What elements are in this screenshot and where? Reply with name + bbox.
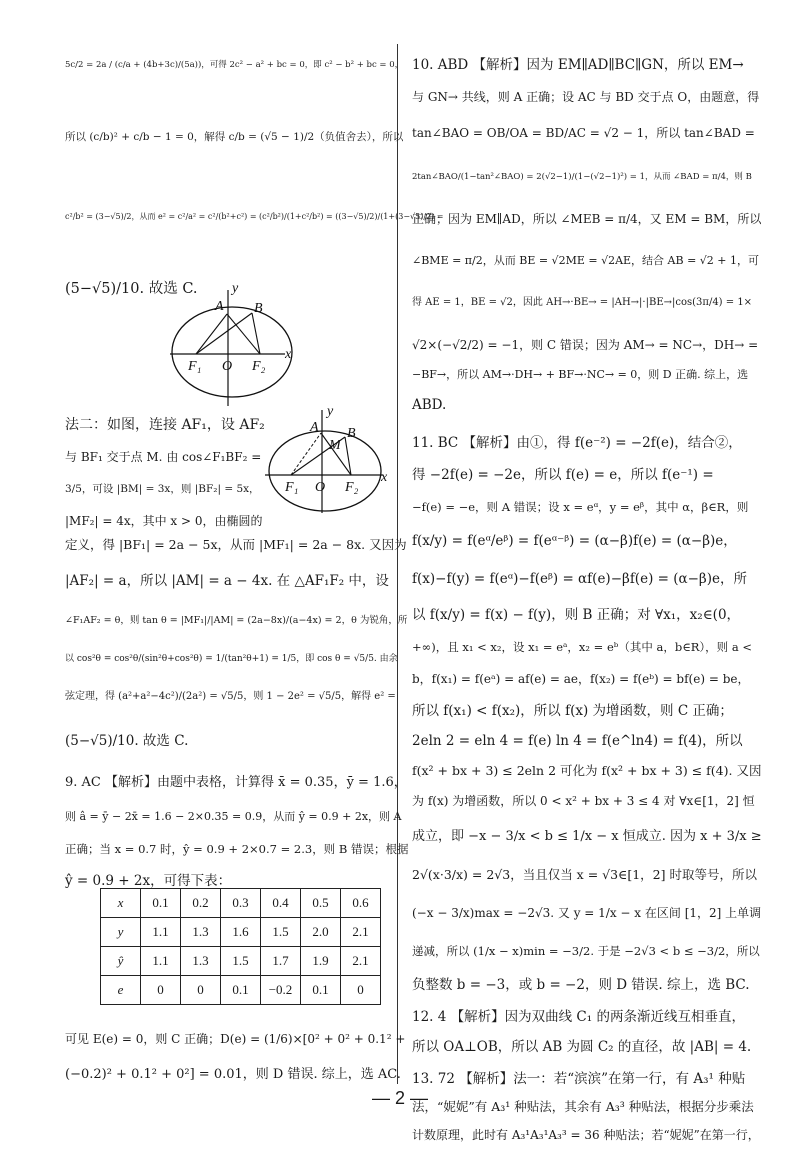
- axis-label-x: x: [285, 347, 292, 362]
- text-line: 正确；当 x = 0.7 时，ŷ = 0.9 + 2×0.7 = 2.3，则 B 错误；根据: [65, 842, 409, 856]
- text-line: 则 â = ȳ − 2x̄ = 1.6 − 2×0.35 = 0.9，从而 ŷ = 0.9 + 2x，则 A: [65, 810, 402, 823]
- text-line: 计数原理，此时有 A₃¹A₃¹A₃³ = 36 种贴法；若“妮妮”在第一行，: [412, 1128, 760, 1142]
- table-cell: 1.7: [261, 947, 301, 976]
- table-row: [101, 889, 381, 918]
- text-line: b，f(x₁) = f(eᵃ) = af(e) = ae，f(x₂) = f(eᵇ) = bf(e) = be，: [412, 672, 750, 686]
- point-label-b: B: [254, 301, 263, 316]
- text-line: 得 −2f(e) = −2e，所以 f(e) = e，所以 f(e⁻¹) =: [412, 467, 714, 483]
- text-line: −f(e) = −e，则 A 错误；设 x = eᵅ，y = eᵝ，其中 α，β∈R，则: [412, 500, 749, 514]
- page-number: — 2 —: [371, 1088, 428, 1108]
- table-cell: 1.3: [181, 918, 221, 947]
- text-line: 可见 E(e) = 0，则 C 正确；D(e) = (1/6)×[0² + 0² + 0.1² +: [65, 1032, 406, 1046]
- table-cell: 0: [141, 976, 181, 1005]
- point-label-a: A: [215, 299, 224, 314]
- table-cell: 0.4: [261, 889, 301, 918]
- text-line: 2eln 2 = eln 4 = f(e) ln 4 = f(e^ln4) = f(4)，所以: [412, 733, 743, 749]
- table-cell: 1.1: [141, 947, 181, 976]
- text-line: 所以 (c/b)² + c/b − 1 = 0，解得 c/b = (√5 − 1)/2（负值舍去），所以: [65, 131, 404, 143]
- text-line: |MF₂| = 4x，其中 x > 0，由椭圆的: [65, 514, 263, 528]
- text-line: 得 AE = 1，BE = √2，因此 AH→·BE→ = |AH→|·|BE→|cos(3π/4) = 1×: [412, 297, 753, 308]
- table-cell: 0.5: [301, 889, 341, 918]
- table-cell: 0.1: [301, 976, 341, 1005]
- text-line: 法二：如图，连接 AF₁，设 AF₂: [65, 417, 265, 433]
- point-label-m: M: [329, 438, 341, 453]
- text-line: 为 f(x) 为增函数，所以 0 < x² + bx + 3 ≤ 4 对 ∀x∈[1，2] 恒: [412, 794, 755, 808]
- table-row: [101, 947, 381, 976]
- text-line: c²/b² = (3−√5)/2，从而 e² = c²/a² = c²/(b²+c²) = (c²/b²)/(1+c²/b²) = ((3−√5)/2)/(1+(3−√5)/2) =: [65, 212, 444, 221]
- text-line: (5−√5)/10. 故选 C.: [65, 281, 198, 297]
- text-line: −BF→，所以 AM→·DH→ + BF→·NC→ = 0，则 D 正确. 综上，选: [412, 368, 749, 381]
- text-line: 2√(x·3/x) = 2√3，当且仅当 x = √3∈[1，2] 时取等号，所以: [412, 867, 757, 882]
- text-line: 以 cos²θ = cos²θ/(sin²θ+cos²θ) = 1/(tan²θ+1) = 1/5，即 cos θ = √5/5. 由余: [65, 654, 398, 664]
- text-line: 9. AC 【解析】由题中表格，计算得 x̄ = 0.35，ȳ = 1.6，: [65, 775, 407, 790]
- table-cell: 2.1: [341, 947, 381, 976]
- table-cell: x: [101, 889, 141, 918]
- text-line: 所以 f(x₁) < f(x₂)，所以 f(x) 为增函数，则 C 正确；: [412, 703, 733, 719]
- table-cell: 1.5: [261, 918, 301, 947]
- table-cell: 0.1: [141, 889, 181, 918]
- data-table: [100, 888, 381, 1005]
- text-line: +∞)，且 x₁ < x₂，设 x₁ = eᵃ，x₂ = eᵇ（其中 a，b∈R），则 a <: [412, 640, 752, 654]
- text-line: 与 GN→ 共线，则 A 正确；设 AC 与 BD 交于点 O，由题意，得: [412, 90, 760, 104]
- table-cell: e: [101, 976, 141, 1005]
- text-line: tan∠BAO = OB/OA = BD/AC = √2 − 1，所以 tan∠BAD =: [412, 126, 755, 140]
- text-line: f(x² + bx + 3) ≤ 2eln 2 可化为 f(x² + bx + 3) ≤ f(4). 又因: [412, 763, 762, 778]
- text-line: 以 f(x/y) = f(x) − f(y)，则 B 正确；对 ∀x₁，x₂∈(0，: [412, 607, 741, 623]
- text-line: (5−√5)/10. 故选 C.: [65, 733, 189, 749]
- text-line: f(x/y) = f(eᵅ/eᵝ) = f(eᵅ⁻ᵝ) = (α−β)f(e) = (α−β)e，: [412, 533, 737, 549]
- text-line: 11. BC 【解析】由①，得 f(e⁻²) = −2f(e)，结合②，: [412, 435, 742, 451]
- text-line: 弦定理，得 (a²+a²−4c²)/(2a²) = √5/5，则 1 − 2e² = √5/5，解得 e² =: [65, 691, 396, 702]
- table-cell: −0.2: [261, 976, 301, 1005]
- text-line: f(x)−f(y) = f(eᵅ)−f(eᵝ) = αf(e)−βf(e) = (α−β)e，所: [412, 571, 747, 587]
- point-label-f1: F₁: [285, 480, 299, 495]
- text-line: (−x − 3/x)max = −2√3. 又 y = 1/x − x 在区间 [1，2] 上单调: [412, 906, 762, 920]
- text-line: 2tan∠BAO/(1−tan²∠BAO) = 2(√2−1)/(1−(√2−1)²) = 1，从而 ∠BAD = π/4，则 B: [412, 172, 752, 182]
- text-line: 正确；因为 EM∥AD，所以 ∠MEB = π/4，又 EM = BM，所以: [412, 212, 762, 226]
- axis-label-x: x: [381, 470, 388, 485]
- text-line: ∠F₁AF₂ = θ，则 tan θ = |MF₁|/|AM| = (2a−8x)/(a−4x) = 2，θ 为锐角，所: [65, 615, 408, 626]
- table-cell: 0.1: [221, 976, 261, 1005]
- text-line: 3/5，可设 |BM| = 3x，则 |BF₂| = 5x，: [65, 483, 260, 495]
- text-line: 12. 4 【解析】因为双曲线 C₁ 的两条渐近线互相垂直，: [412, 1009, 745, 1025]
- ellipse-figure-1: [170, 280, 310, 410]
- table-cell: 1.6: [221, 918, 261, 947]
- text-line: 所以 OA⊥OB，所以 AB 为圆 C₂ 的直径，故 |AB| = 4.: [412, 1039, 752, 1055]
- table-cell: 1.1: [141, 918, 181, 947]
- text-line: 与 BF₁ 交于点 M. 由 cos∠F₁BF₂ =: [65, 450, 262, 464]
- table-cell: 0.6: [341, 889, 381, 918]
- text-line: 负整数 b = −3，或 b = −2，则 D 错误. 综上，选 BC.: [412, 977, 750, 993]
- table-cell: 2.1: [341, 918, 381, 947]
- text-line: 10. ABD 【解析】因为 EM∥AD∥BC∥GN，所以 EM→: [412, 57, 744, 73]
- text-line: 5c/2 = 2a / (c/a + (4b+3c)/(5a))，可得 2c² − a² + bc = 0，即 c² − b² + bc = 0，: [65, 60, 404, 70]
- table-row: [101, 976, 381, 1005]
- table-cell: 1.5: [221, 947, 261, 976]
- table-cell: 0: [341, 976, 381, 1005]
- point-label-o: O: [222, 359, 233, 374]
- table-cell: 2.0: [301, 918, 341, 947]
- text-line: 定义，得 |BF₁| = 2a − 5x，从而 |MF₁| = 2a − 8x. 又因为: [65, 537, 407, 552]
- point-label-f2: F₂: [345, 480, 359, 495]
- text-line: ∠BME = π/2，从而 BE = √2ME = √2AE，结合 AB = √2 + 1，可: [412, 254, 759, 267]
- point-label-a: A: [310, 420, 319, 435]
- text-line: (−0.2)² + 0.1² + 0²] = 0.01，则 D 错误. 综上，选 AC.: [65, 1067, 401, 1082]
- table-cell: 0: [181, 976, 221, 1005]
- text-line: 法，“妮妮”有 A₃¹ 种贴法，其余有 A₃³ 种贴法，根据分步乘法: [412, 1099, 754, 1114]
- point-label-o: O: [315, 480, 326, 495]
- axis-label-y: y: [232, 281, 239, 296]
- point-label-f1: F₁: [188, 359, 202, 374]
- table-cell: 1.3: [181, 947, 221, 976]
- point-label-b: B: [347, 426, 356, 441]
- table-cell: 0.2: [181, 889, 221, 918]
- table-row: [101, 918, 381, 947]
- table-cell: 0.3: [221, 889, 261, 918]
- table-cell: ŷ: [101, 947, 141, 976]
- text-line: 13. 72 【解析】法一：若“滨滨”在第一行，有 A₃¹ 种贴: [412, 1071, 746, 1087]
- ellipse-figure-2: [265, 405, 395, 515]
- text-line: √2×(−√2/2) = −1，则 C 错误；因为 AM→ = NC→，DH→ =: [412, 338, 759, 352]
- point-label-f2: F₂: [252, 359, 266, 374]
- table-cell: y: [101, 918, 141, 947]
- text-line: ŷ = 0.9 + 2x，可得下表：: [65, 873, 232, 889]
- axis-label-y: y: [327, 405, 334, 419]
- text-line: |AF₂| = a，所以 |AM| = a − 4x. 在 △AF₁F₂ 中，设: [65, 573, 389, 589]
- text-line: ABD.: [412, 397, 447, 413]
- table-cell: 1.9: [301, 947, 341, 976]
- text-line: 成立，即 −x − 3/x < b ≤ 1/x − x 恒成立. 因为 x + 3/x ≥: [412, 829, 762, 844]
- text-line: 递减，所以 (1/x − x)min = −3/2. 于是 −2√3 < b ≤ −3/2，所以: [412, 944, 760, 958]
